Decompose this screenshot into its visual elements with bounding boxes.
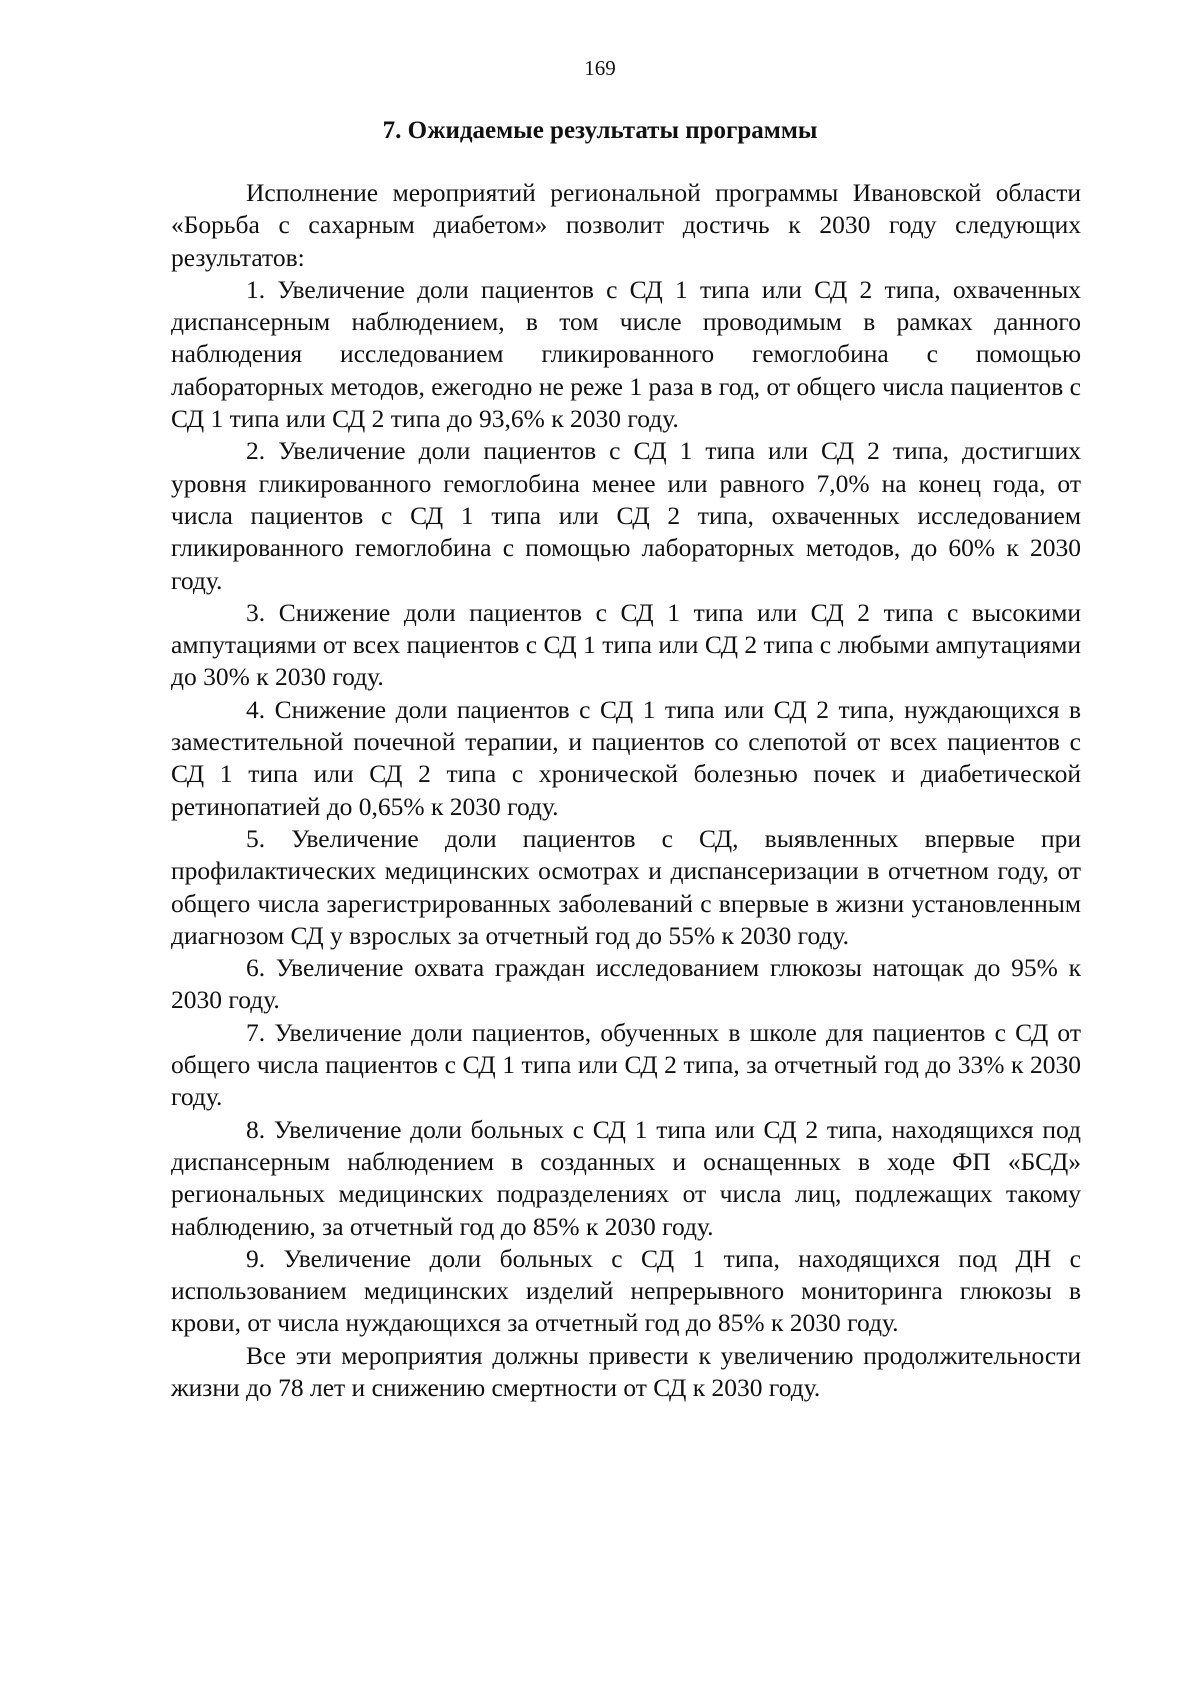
page-number: 169 [584,56,616,80]
result-item-8: 8. Увеличение доли больных с СД 1 типа или СД 2 типа, находящихся под диспансерным наблюдением в созданных и оснащенных в ходе ФП «БСД» региональных медицинских подразделениях от числа лиц, подлежащих такому наблюдению, за отчетный год до 85% к 2030 году. [171,1114,1081,1241]
result-item-9: 9. Увеличение доли больных с СД 1 типа, находящихся под ДН с использованием медицинских изделий непрерывного мониторинга глюкозы в крови, от числа нуждающихся за отчетный год до 85% к 2030 году. [171,1243,1081,1338]
result-item-5: 5. Увеличение доли пациентов с СД, выявленных впервые при профилактических медицинских осмотрах и диспансеризации в отчетном году, от общего числа зарегистрированных заболеваний с впервые в жизни установленным диагнозом СД у взрослых за отчетный год до 55% к 2030 году. [171,823,1081,950]
result-item-4: 4. Снижение доли пациентов с СД 1 типа или СД 2 типа, нуждающихся в заместительной почечной терапии, и пациентов со слепотой от всех пациентов с СД 1 типа или СД 2 типа с хронической болезнью почек и диабетической ретинопатией до 0,65% к 2030 году. [171,694,1081,821]
intro-paragraph: Исполнение мероприятий региональной программы Ивановской области «Борьба с сахарным диабетом» позволит достичь к 2030 году следующих результатов: [171,178,1081,272]
result-item-2: 2. Увеличение доли пациентов с СД 1 типа или СД 2 типа, достигших уровня гликированного гемоглобина менее или равного 7,0% на конец года, от числа пациентов с СД 1 типа или СД 2 типа, охваченных исследованием гликированного гемоглобина с помощью лабораторных методов, до 60% к 2030 году. [171,436,1081,595]
section-heading: 7. Ожидаемые результаты программы [382,117,818,144]
result-item-3: 3. Снижение доли пациентов с СД 1 типа или СД 2 типа с высокими ампутациями от всех пациентов с СД 1 типа или СД 2 типа с любыми ампутациями до 30% к 2030 году. [171,597,1081,692]
conclusion-paragraph: Все эти мероприятия должны привести к увеличению продолжительности жизни до 78 лет и снижению смертности от СД к 2030 году. [171,1340,1081,1402]
result-item-6: 6. Увеличение охвата граждан исследованием глюкозы натощак до 95% к 2030 году. [171,953,1081,1015]
result-item-7: 7. Увеличение доли пациентов, обученных в школе для пациентов с СД от общего числа пациентов с СД 1 типа или СД 2 типа, за отчетный год до 33% к 2030 году. [171,1017,1081,1112]
result-item-1: 1. Увеличение доли пациентов с СД 1 типа или СД 2 типа, охваченных диспансерным наблюдением, в том числе проводимым в рамках данного наблюдения исследованием гликированного гемоглобина с помощью лабораторных методов, ежегодно не реже 1 раза в год, от общего числа пациентов с СД 1 типа или СД 2 типа до 93,6% к 2030 году. [171,274,1081,434]
document-body [171,177,1081,1404]
